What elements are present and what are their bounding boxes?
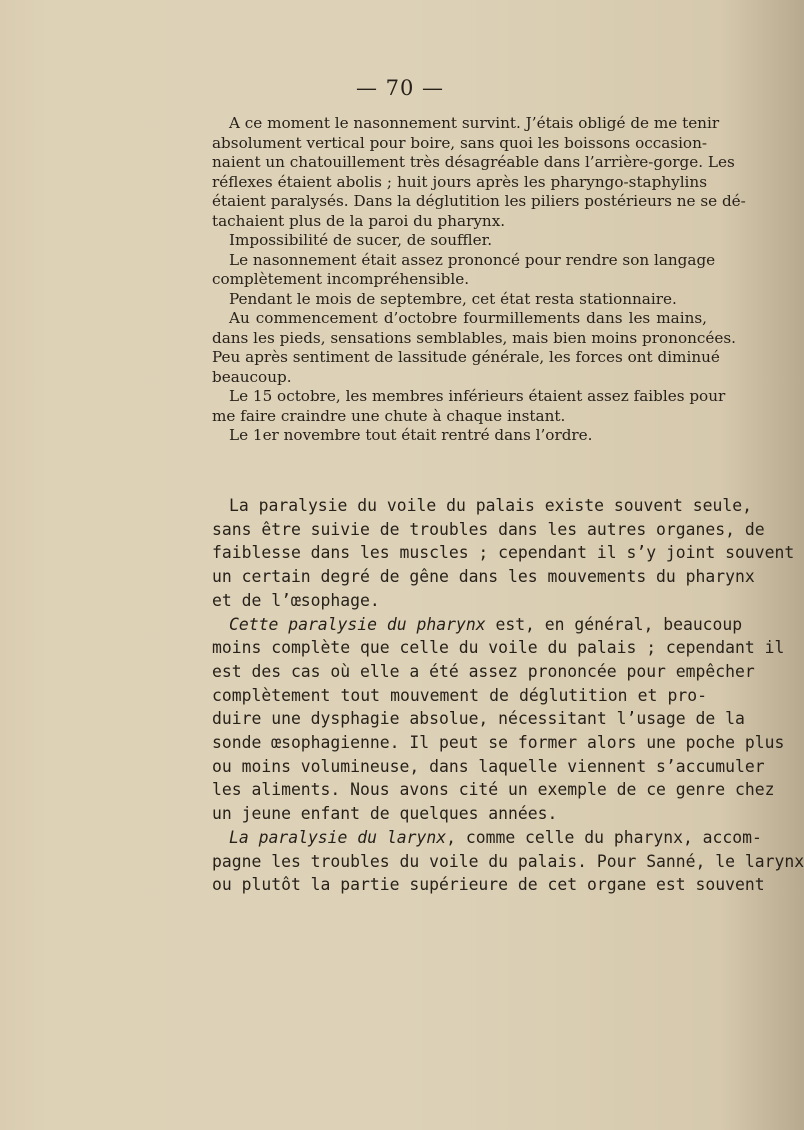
text-line: absolument vertical pour boire, sans quoi les boissons occasion- (212, 133, 707, 152)
text-line: Au commencement d’octobre fourmillements dans les mains, (229, 309, 707, 327)
text-line (212, 826, 762, 850)
text-line: sans être suivie de troubles dans les autres organes, de (212, 519, 765, 539)
text-line: naient un chatouillement très désagréable dans l’arrière-gorge. Les (212, 153, 735, 171)
text-line: pagne les troubles du voile du palais. Pour Sanné, le larynx (212, 851, 804, 871)
italic-heading-larynx: La paralysie du larynx (229, 827, 447, 847)
observation-text (212, 114, 746, 446)
text-line: Le 15 octobre, les membres inférieurs étaient assez faibles pour (229, 387, 726, 405)
text-line: Peu après sentiment de lassitude générale, les forces ont diminué (212, 348, 720, 366)
text-line: Impossibilité de sucer, de souffler. (229, 231, 493, 249)
text-fragment: , comme celle du pharynx, accom- (446, 827, 762, 847)
page-number: — 70 — (355, 76, 445, 100)
italic-heading-pharynx: Cette paralysie du pharynx (229, 614, 486, 634)
text-line: ou moins volumineuse, dans laquelle viennent s’accumuler (212, 756, 765, 776)
text-line: faiblesse dans les muscles ; cependant il s’y joint souvent (212, 543, 795, 563)
text-line: dans les pieds, sensations semblables, mais bien moins prononcées. (212, 328, 736, 347)
text-line: ou plutôt la partie supérieure de cet organe est souvent (212, 875, 765, 895)
discussion-text (212, 494, 804, 897)
text-line: sonde œsophagienne. Il peut se former alors une poche plus (212, 733, 785, 753)
text-line: Le 1er novembre tout était rentré dans l’ordre. (229, 426, 593, 444)
text-line (212, 613, 743, 637)
text-line: réflexes étaient abolis ; huit jours après les pharyngo-staphylins (212, 172, 707, 191)
text-line: Pendant le mois de septembre, cet état resta stationnaire. (229, 289, 677, 308)
text-line: et de l’œsophage. (212, 590, 380, 610)
text-line: un certain degré de gêne dans les mouvements du pharynx (212, 567, 755, 587)
text-line: Le nasonnement était assez prononcé pour rendre son langage (229, 250, 716, 269)
text-line: A ce moment le nasonnement survint. J’étais obligé de me tenir (229, 114, 720, 132)
text-line: un jeune enfant de quelques années. (212, 804, 558, 824)
text-line: duire une dysphagie absolue, nécessitant l’usage de la (212, 709, 745, 729)
text-line: complètement tout mouvement de déglutition et pro- (212, 685, 707, 705)
text-line: La paralysie du voile du palais existe souvent seule, (229, 496, 753, 515)
text-line: beaucoup. (212, 367, 292, 386)
text-line: est des cas où elle a été assez prononcée pour empêcher (212, 661, 755, 681)
text-line: les aliments. Nous avons cité un exemple de ce genre chez (212, 780, 775, 800)
text-fragment: est, en général, beaucoup (495, 614, 743, 634)
text-line: moins complète que celle du voile du palais ; cependant il (212, 638, 785, 658)
text-line: complètement incompréhensible. (212, 270, 470, 288)
text-line: me faire craindre une chute à chaque instant. (212, 406, 566, 425)
text-line: étaient paralysés. Dans la déglutition les piliers postérieurs ne se dé- (212, 192, 746, 210)
text-line: tachaient plus de la paroi du pharynx. (212, 211, 506, 230)
